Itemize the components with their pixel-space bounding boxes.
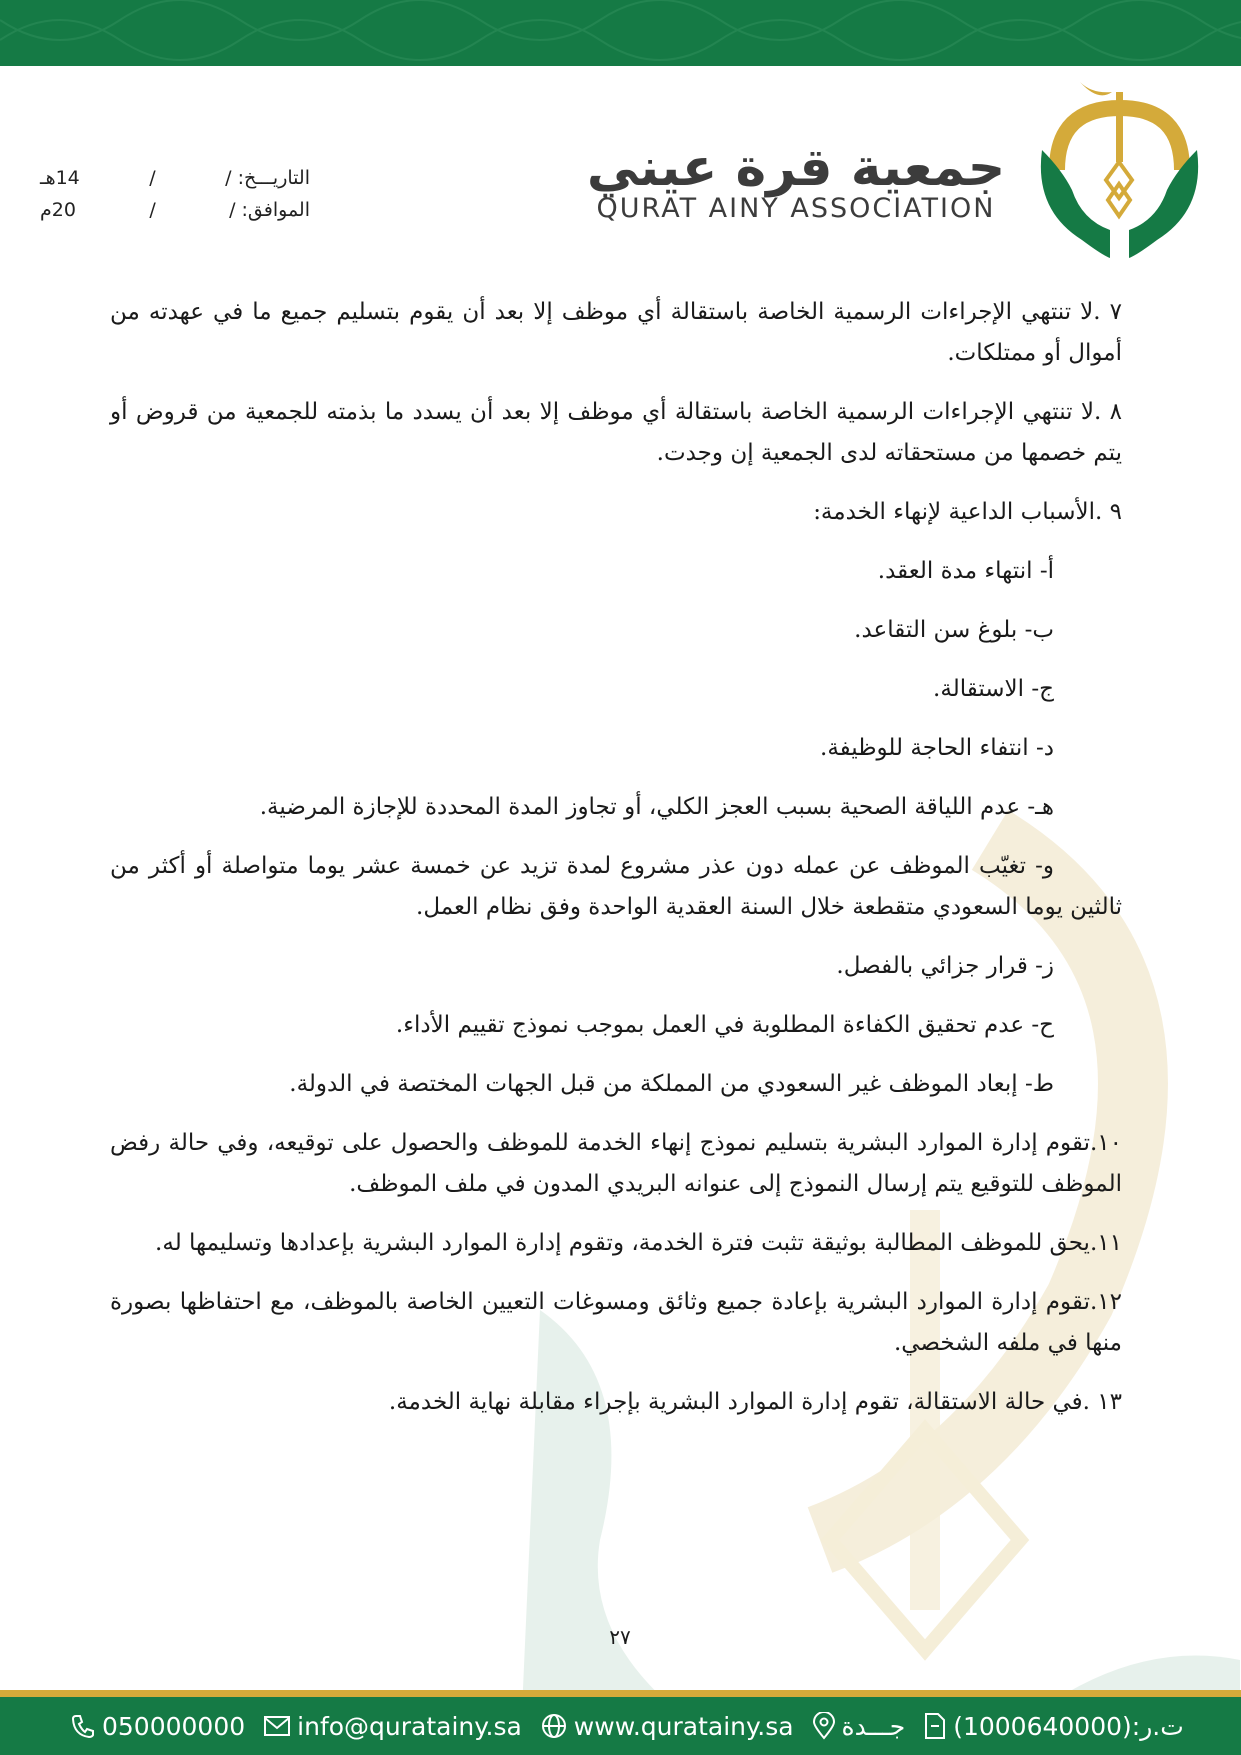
footer-gold-line	[0, 1690, 1241, 1697]
email-address: info@quratainy.sa	[297, 1711, 522, 1741]
location-pin-icon	[812, 1712, 836, 1740]
phone-number: 050000000	[102, 1711, 246, 1741]
paragraph-11: ١١.يحق للموظف المطالبة بوثيقة تثبت فترة الخدمة، وتقوم إدارة الموارد البشرية بإعدادها وتسليمها له.	[155, 1230, 1122, 1256]
gregorian-date-suffix: 20م	[40, 199, 76, 221]
hijri-date-suffix: 14هـ	[40, 167, 80, 189]
footer-registration	[923, 1712, 1184, 1741]
globe-icon	[540, 1712, 568, 1740]
list-item-c: ج- الاستقالة.	[933, 676, 1054, 702]
paragraph-8: ٨ .لا تنتهي الإجراءات الرسمية الخاصة باستقالة أي موظف إلا بعد أن يسدد ما بذمته للجمعية من قروض أو يتم خصمها من مستحقاته لدى الجمعية إن وجدت.	[110, 399, 1122, 466]
footer-bar	[0, 1697, 1241, 1755]
gregorian-date-label: الموافق: /	[229, 199, 310, 221]
brand-name-english: QURAT AINY ASSOCIATION	[596, 193, 996, 224]
top-decorative-band	[0, 0, 1241, 66]
footer-email[interactable]	[263, 1712, 522, 1741]
gregorian-date-separator: /	[149, 199, 156, 221]
footer-website[interactable]	[540, 1712, 794, 1741]
brand-block	[580, 138, 1012, 226]
paragraph-9: ٩ .الأسباب الداعية لإنهاء الخدمة:	[813, 499, 1122, 525]
list-item-a: أ- انتهاء مدة العقد.	[877, 558, 1054, 584]
document-icon	[923, 1712, 947, 1740]
arabesque-pattern-icon	[0, 0, 1241, 66]
paragraph-7: ٧ .لا تنتهي الإجراءات الرسمية الخاصة باستقالة أي موظف إلا بعد أن يقوم بتسليم جميع ما في عهدته من أموال أو ممتلكات.	[110, 299, 1122, 366]
footer-phone[interactable]	[70, 1712, 245, 1741]
registration-number: (1000640000):ت.ر	[953, 1711, 1184, 1741]
list-item-d: د- انتفاء الحاجة للوظيفة.	[820, 735, 1054, 761]
page-number: ٢٧	[609, 1625, 631, 1649]
paragraph-12: ١٢.تقوم إدارة الموارد البشرية بإعادة جميع وثائق ومسوغات التعيين الخاصة بالموظف، مع احتفاظها بصورة منها في ملفه الشخصي.	[110, 1289, 1122, 1356]
list-item-t: ط- إبعاد الموظف غير السعودي من المملكة من قبل الجهات المختصة في الدولة.	[289, 1071, 1054, 1097]
list-item-ha: ح- عدم تحقيق الكفاءة المطلوبة في العمل بموجب نموذج تقييم الأداء.	[395, 1012, 1054, 1038]
city-name: جـــدة	[841, 1711, 906, 1741]
mail-icon	[263, 1715, 291, 1737]
phone-icon	[70, 1713, 96, 1739]
brand-name-arabic: جمعية قرة عيني	[586, 138, 1006, 198]
list-item-z: ز- قرار جزائي بالفصل.	[836, 953, 1054, 979]
list-item-b: ب- بلوغ سن التقاعد.	[854, 617, 1054, 643]
hijri-date-label: التاريـــخ: /	[225, 167, 310, 189]
association-logo-icon	[1032, 80, 1207, 260]
list-item-w: و- تغيّب الموظف عن عمله دون عذر مشروع لمدة تزيد عن خمسة عشر يوما متواصلة أو أكثر من ثالثين يوما السعودي متقطعة خلال السنة العقدية الواحدة وفق نظام العمل.	[110, 853, 1122, 920]
hijri-date-separator: /	[149, 167, 156, 189]
paragraph-13: ١٣ .في حالة الاستقالة، تقوم إدارة الموارد البشرية بإجراء مقابلة نهاية الخدمة.	[388, 1389, 1122, 1415]
footer-location	[812, 1712, 906, 1741]
paragraph-10: ١٠.تقوم إدارة الموارد البشرية بتسليم نموذج إنهاء الخدمة للموظف والحصول على توقيعه، وفي حالة رفض الموظف للتوقيع يتم إرسال النموذج إلى عنوانه البريدي المدون في ملف الموظف.	[110, 1130, 1122, 1197]
website-url: www.quratainy.sa	[573, 1711, 794, 1741]
list-item-h: هـ- عدم اللياقة الصحية بسبب العجز الكلي، أو تجاوز المدة المحددة للإجازة المرضية.	[259, 794, 1054, 820]
date-box	[40, 162, 310, 226]
document-body	[110, 292, 1122, 1441]
